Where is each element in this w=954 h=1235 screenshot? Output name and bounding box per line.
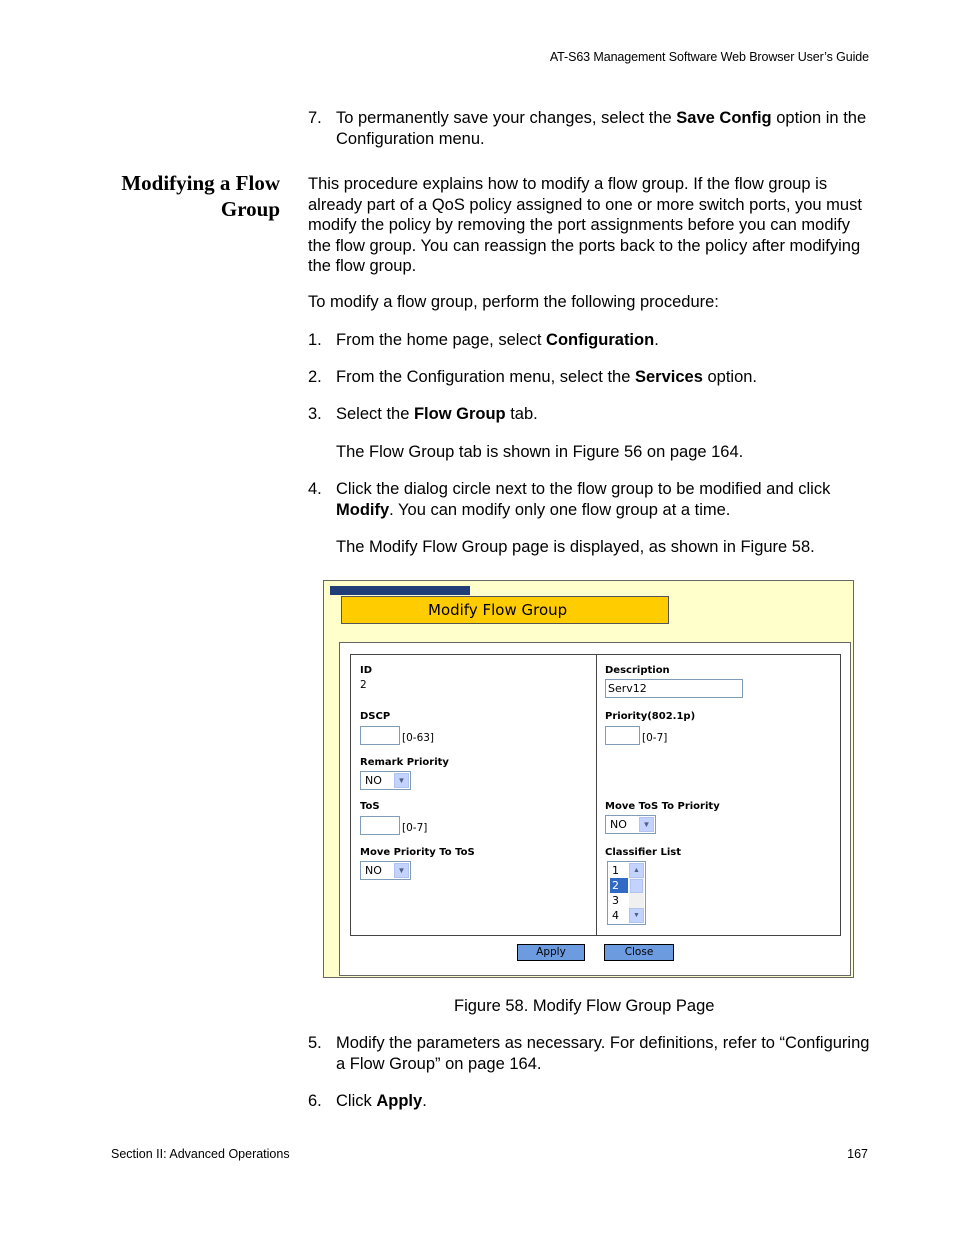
- dscp-input[interactable]: [360, 726, 400, 745]
- tab-bar: [330, 586, 470, 595]
- priority-range-hint: [0-7]: [642, 732, 668, 744]
- id-value: 2: [360, 679, 367, 691]
- chevron-up-icon[interactable]: ▲: [629, 863, 644, 878]
- column-divider: [596, 655, 597, 935]
- dscp-range-hint: [0-63]: [402, 732, 435, 744]
- form-panel: [339, 642, 851, 976]
- close-button[interactable]: Close: [604, 944, 674, 961]
- chevron-down-icon[interactable]: ▼: [629, 908, 644, 923]
- chevron-down-icon[interactable]: ▼: [394, 773, 409, 788]
- chevron-down-icon[interactable]: ▼: [394, 863, 409, 878]
- section-heading: Modifying a Flow Group: [121, 171, 280, 221]
- remark-priority-select[interactable]: NO ▼: [360, 771, 411, 790]
- scrollbar[interactable]: [629, 863, 644, 923]
- figure-caption: Figure 58. Modify Flow Group Page: [454, 997, 715, 1015]
- step-text: To permanently save your changes, select the Save Config option in the Configuration menu.: [336, 109, 867, 148]
- move-priority-to-tos-select[interactable]: NO ▼: [360, 861, 411, 880]
- flow-group-form: [350, 654, 841, 936]
- page-title: Modify Flow Group: [341, 596, 669, 624]
- procedure-intro: To modify a flow group, perform the following procedure:: [308, 293, 719, 311]
- footer-section: Section II: Advanced Operations: [111, 1147, 290, 1161]
- step-3-note: The Flow Group tab is shown in Figure 56 on page 164.: [336, 443, 744, 461]
- classifier-listbox[interactable]: [607, 861, 646, 925]
- list-item-selected[interactable]: 2: [610, 878, 628, 893]
- list-item[interactable]: 1: [612, 864, 619, 877]
- move-tos-to-priority-select[interactable]: NO ▼: [605, 815, 656, 834]
- running-header: AT-S63 Management Software Web Browser User’s Guide: [549, 50, 869, 64]
- dscp-label: DSCP: [360, 711, 391, 722]
- id-label: ID: [360, 665, 373, 676]
- tos-input[interactable]: [360, 816, 400, 835]
- tos-range-hint: [0-7]: [402, 822, 428, 834]
- modify-flow-group-figure: [323, 580, 854, 978]
- intro-paragraph: This procedure explains how to modify a flow group. If the flow group is already part of a QoS policy assigned to one or more switch ports, you must modify the policy by removing the port assignments before you can modify the flow group. You can reassign the ports back to the policy after modifying the flow group.: [308, 175, 862, 275]
- priority-input[interactable]: [605, 726, 640, 745]
- remark-priority-label: Remark Priority: [360, 757, 449, 768]
- list-item[interactable]: 4: [612, 909, 619, 922]
- priority-label: Priority(802.1p): [605, 711, 696, 722]
- page-number: 167: [847, 1147, 868, 1161]
- tos-label: ToS: [360, 801, 380, 812]
- description-input[interactable]: Serv12: [605, 679, 743, 698]
- step-number: 7.: [308, 109, 322, 127]
- apply-button[interactable]: Apply: [517, 944, 585, 961]
- scrollbar-thumb[interactable]: [630, 879, 643, 893]
- move-tos-to-priority-label: Move ToS To Priority: [605, 801, 720, 812]
- step-4-note: The Modify Flow Group page is displayed, as shown in Figure 58.: [336, 538, 815, 556]
- description-label: Description: [605, 665, 670, 676]
- list-item[interactable]: 3: [612, 894, 619, 907]
- classifier-list-label: Classifier List: [605, 847, 681, 858]
- move-priority-to-tos-label: Move Priority To ToS: [360, 847, 475, 858]
- chevron-down-icon[interactable]: ▼: [639, 817, 654, 832]
